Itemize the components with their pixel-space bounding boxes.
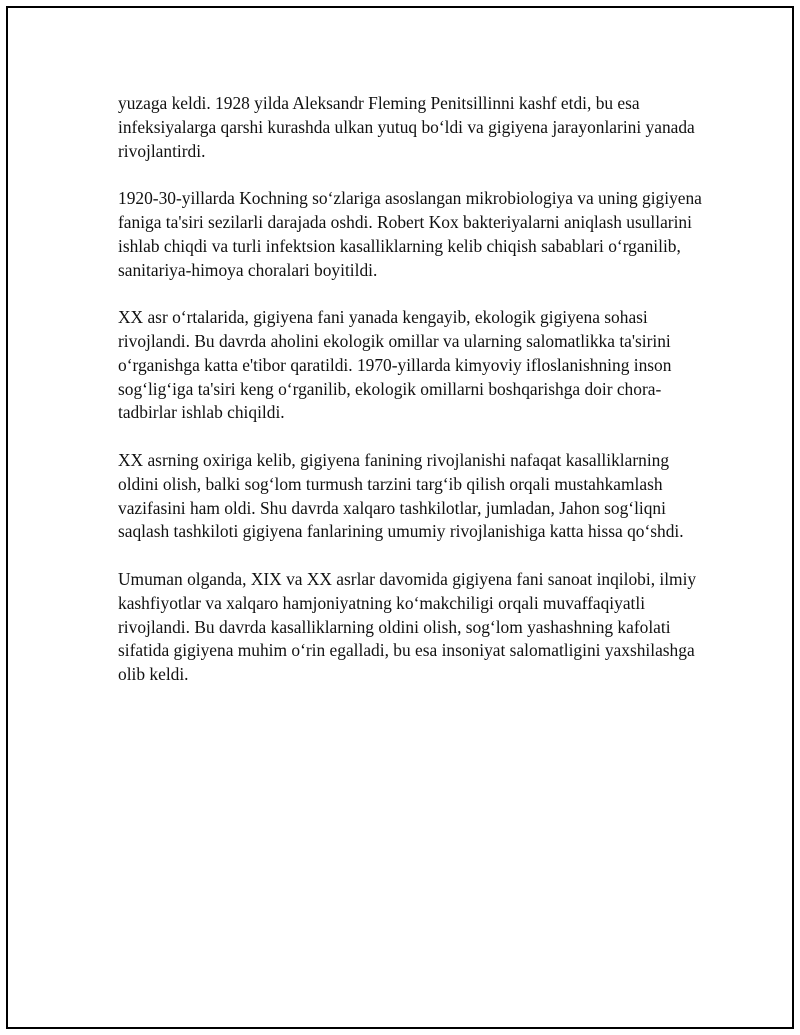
paragraph-4: XX asrning oxiriga kelib, gigiyena fanining rivojlanishi nafaqat kasalliklarning oldini olish, balki sog‘lom turmush tarzini targ‘ib qilish orqali mustahkamlash vazifasini ham oldi. Shu davrda xalqaro tashkilotlar, jumladan, Jahon sog‘liqni saqlash tashkiloti gigiyena fanlarining umumiy rivojlanishiga katta hissa qo‘shdi.	[118, 449, 684, 542]
paragraph-1: yuzaga keldi. 1928 yilda Aleksandr Fleming Penitsillinni kashf etdi, bu esa infeksiyalarga qarshi kurashda ulkan yutuq bo‘ldi va gigiyena jarayonlarini yanada rivojlantirdi.	[118, 93, 695, 161]
paragraph-3: XX asr o‘rtalarida, gigiyena fani yanada kengayib, ekologik gigiyena sohasi rivojlandi. Bu davrda aholini ekologik omillar va ularning salomatlikka ta'sirini o‘rganishga katta e'tibor qaratildi. 1970-yillarda kimyoviy ifloslanishning inson sog‘lig‘iga ta'siri keng o‘rganilib, ekologik omillarni boshqarishga doir chora-tadbirlar ishlab chiqildi.	[118, 307, 672, 423]
document-body	[118, 92, 708, 711]
paragraph-5: Umuman olganda, XIX va XX asrlar davomida gigiyena fani sanoat inqilobi, ilmiy kashfiyotlar va xalqaro hamjoniyatning ko‘makchiligi orqali muvaffaqiyatli rivojlandi. Bu davrda kasalliklarning oldini olish, sog‘lom yashashning kafolati sifatida gigiyena muhim o‘rin egalladi, bu esa insoniyat salomatligini yaxshilashga olib keldi.	[118, 568, 697, 685]
paragraph-2: 1920-30-yillarda Kochning so‘zlariga asoslangan mikrobiologiya va uning gigiyena faniga ta'siri sezilarli darajada oshdi. Robert Kox bakteriyalarni aniqlash usullarini ishlab chiqdi va turli infektsion kasalliklarning kelib chiqish sabablari o‘rganilib, sanitariya-himoya choralari boyitildi.	[118, 188, 702, 280]
